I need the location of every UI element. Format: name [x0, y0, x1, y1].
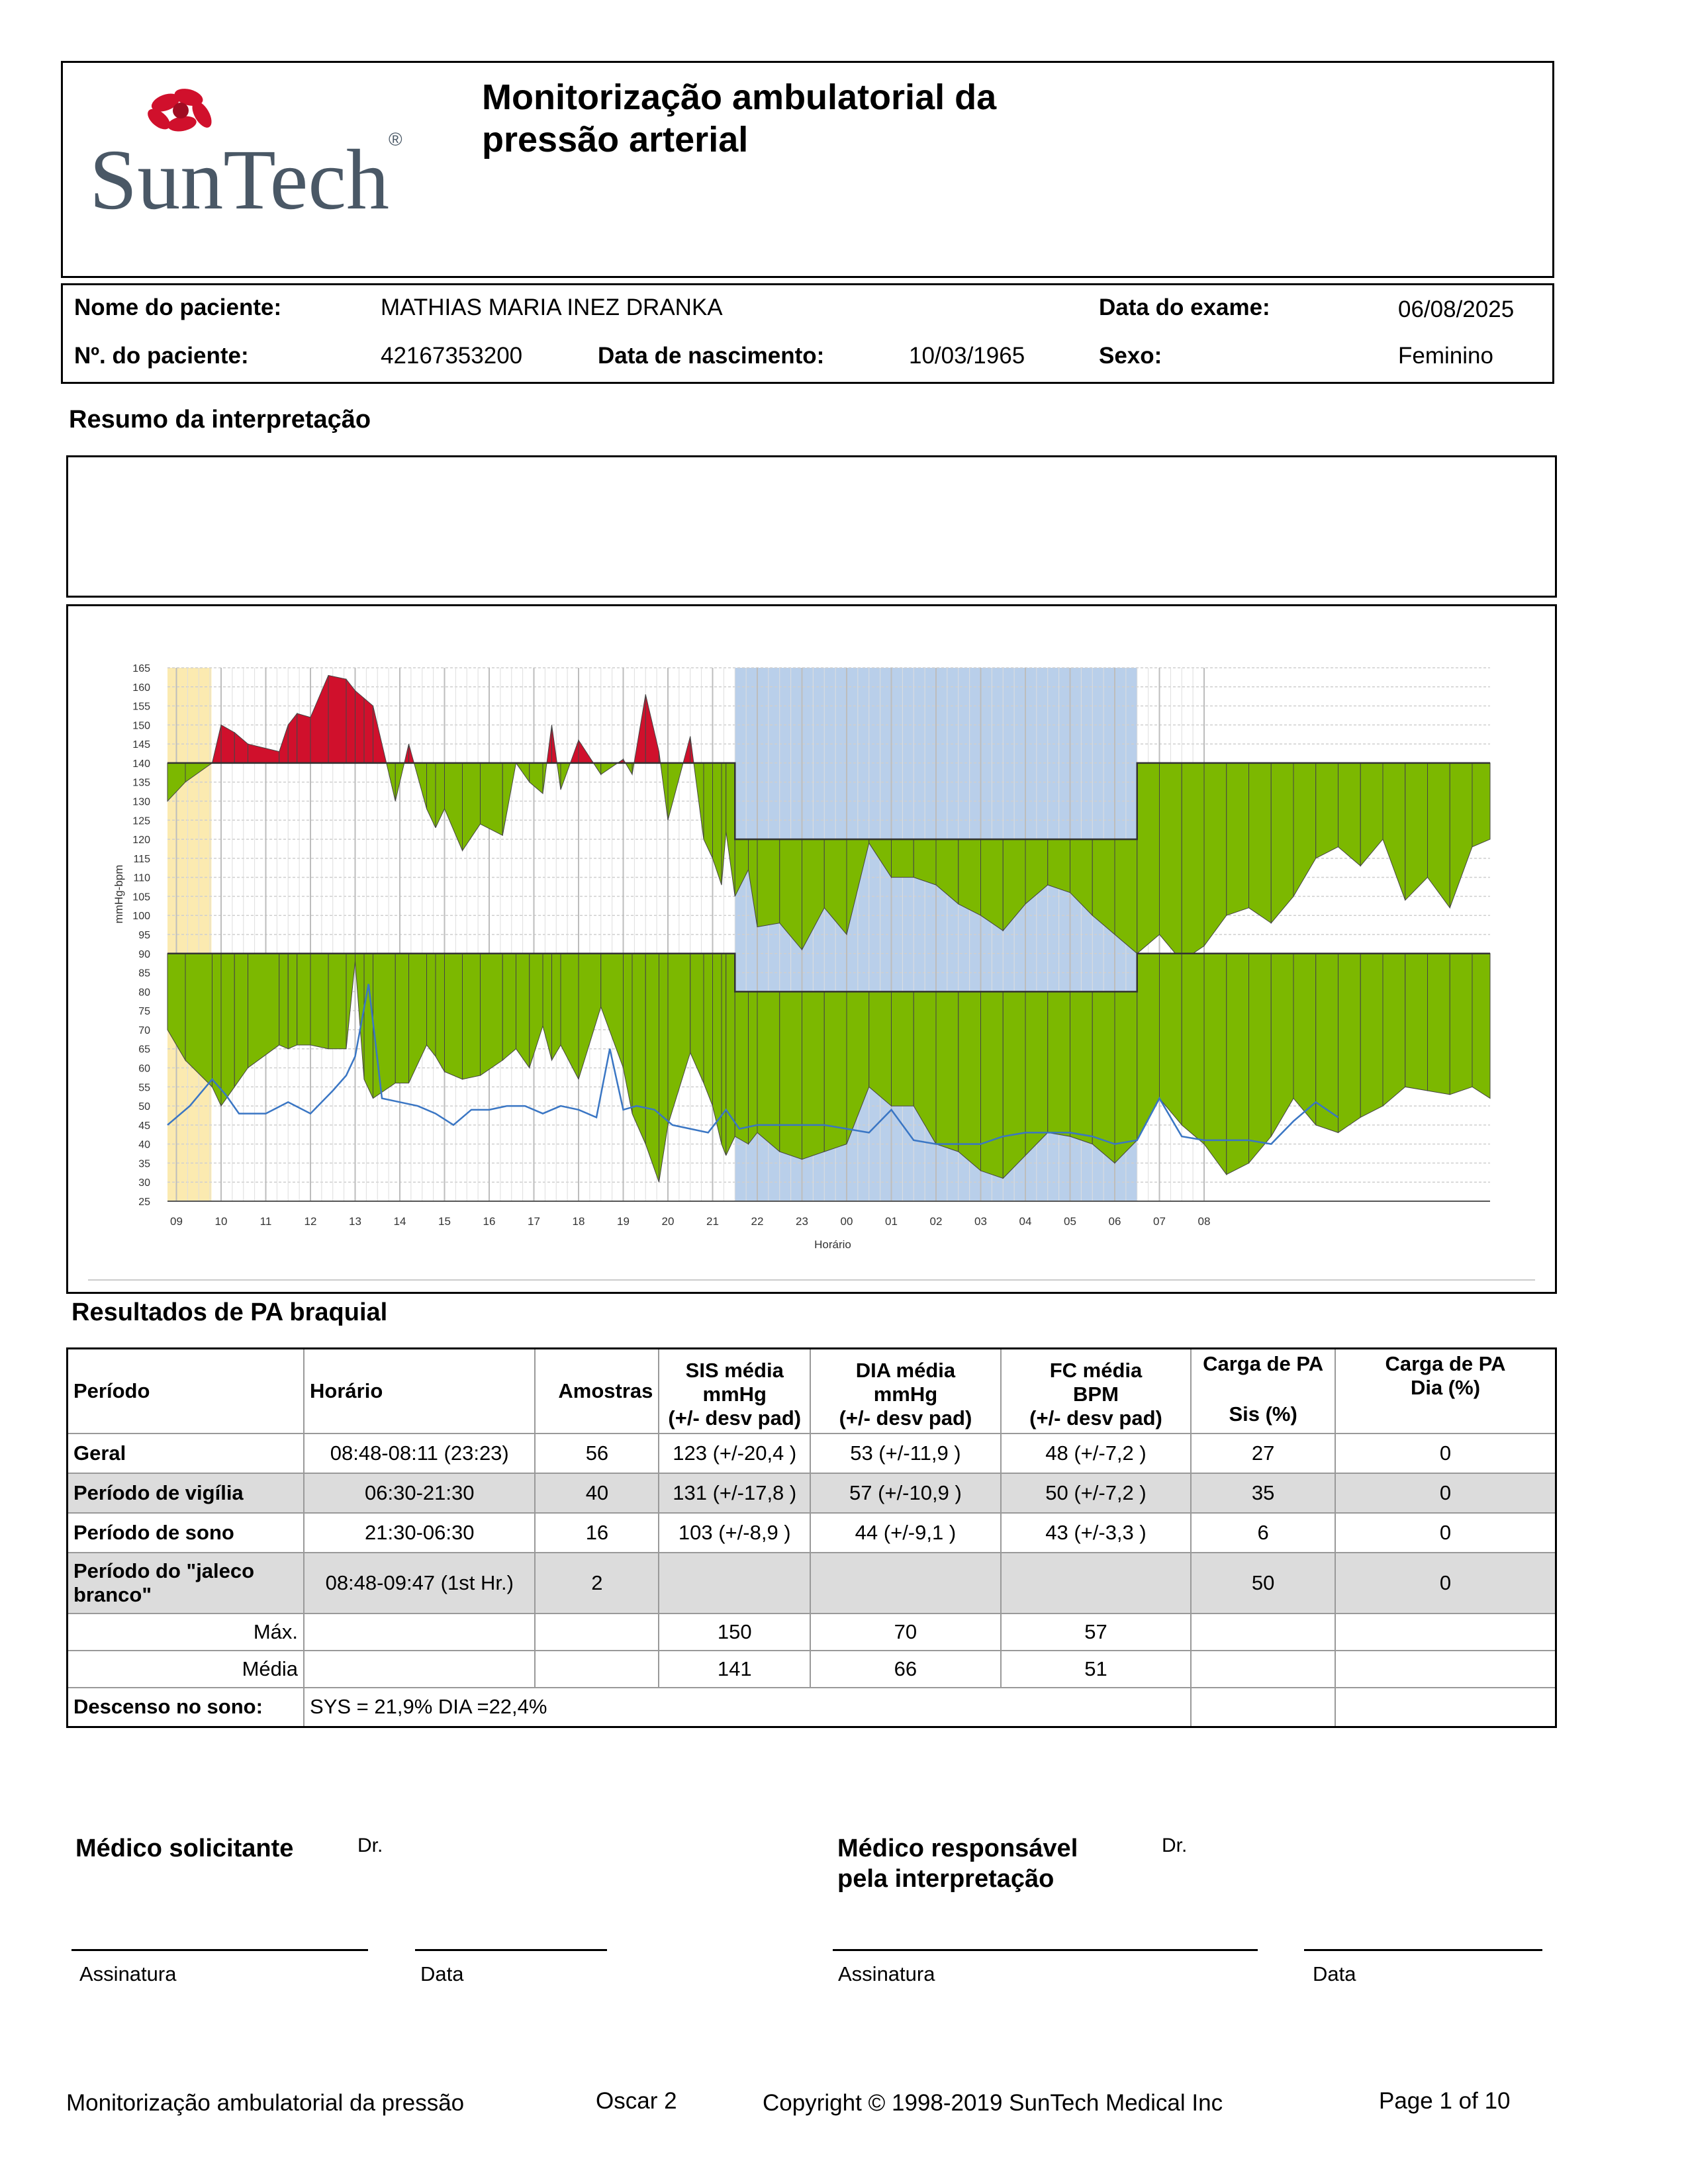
patient-name-value: MATHIAS MARIA INEZ DRANKA [381, 295, 723, 320]
col-period: Período [68, 1349, 305, 1433]
y-tick-label: 70 [138, 1024, 150, 1036]
requesting-physician-label: Médico solicitante [75, 1835, 294, 1862]
x-tick-label: 15 [438, 1215, 451, 1228]
y-tick-label: 100 [132, 911, 150, 923]
y-tick-label: 155 [132, 701, 150, 713]
x-tick-label: 10 [214, 1215, 228, 1228]
y-tick-label: 165 [132, 663, 150, 674]
logo-flower-icon [144, 86, 216, 134]
area-below-limit [1428, 763, 1450, 908]
area-below-limit [981, 991, 1004, 1178]
area-below-limit [713, 954, 722, 1144]
y-tick-label: 105 [132, 891, 150, 903]
row-sis [659, 1553, 810, 1614]
x-tick-label: 13 [349, 1215, 361, 1228]
area-below-limit [1137, 763, 1160, 954]
x-tick-label: 11 [259, 1215, 272, 1228]
chart-y-ticks [132, 663, 150, 1208]
area-below-limit [1227, 954, 1249, 1175]
y-tick-label: 30 [138, 1177, 150, 1189]
area-above-limit [404, 744, 409, 763]
y-tick-label: 90 [138, 948, 150, 960]
x-tick-label: 22 [751, 1215, 764, 1228]
area-below-limit [1338, 763, 1361, 866]
date-caption: Data [1313, 1962, 1356, 1985]
row-sis: 103 (+/-8,9 ) [659, 1513, 810, 1553]
signature-line-responsible [833, 1949, 1258, 1951]
area-below-limit [1115, 839, 1137, 954]
area-below-limit [594, 763, 601, 774]
table-row-dip [68, 1688, 1556, 1727]
bp-chart [68, 606, 1555, 1292]
row-period: Período de sono [68, 1513, 305, 1553]
results-table [66, 1347, 1557, 1728]
date-line-responsible [1304, 1949, 1542, 1951]
area-below-limit [1293, 763, 1316, 897]
area-below-limit [632, 763, 634, 774]
row-dia: 53 (+/-11,9 ) [810, 1433, 1001, 1473]
y-tick-label: 145 [132, 739, 150, 751]
area-below-limit [704, 954, 713, 1106]
x-tick-label: 16 [483, 1215, 496, 1228]
y-tick-label: 45 [138, 1120, 150, 1132]
y-tick-label: 125 [132, 815, 150, 827]
area-below-limit [1383, 954, 1405, 1106]
area-below-limit [427, 954, 436, 1056]
row-time: 21:30-06:30 [304, 1513, 535, 1553]
x-tick-label: 20 [661, 1215, 675, 1228]
y-tick-label: 55 [138, 1082, 150, 1094]
date-caption: Data [420, 1962, 464, 1985]
area-below-limit [1472, 763, 1490, 847]
row-sis: 131 (+/-17,8 ) [659, 1473, 810, 1513]
area-below-limit [445, 763, 463, 850]
col-load-dia: Carga de PA Dia (%) [1335, 1349, 1556, 1433]
max-label: Máx. [68, 1614, 305, 1651]
row-fc: 50 (+/-7,2 ) [1001, 1473, 1192, 1513]
row-load-dia: 0 [1335, 1513, 1556, 1553]
row-fc [1001, 1553, 1192, 1614]
area-above-limit [659, 752, 661, 763]
area-below-limit [409, 954, 427, 1083]
avg-fc: 51 [1001, 1651, 1192, 1688]
patient-name-label: Nome do paciente: [74, 295, 282, 320]
area-below-limit [414, 763, 426, 809]
area-below-limit [502, 954, 516, 1060]
suntech-logo-graphic [89, 83, 414, 215]
area-below-limit [645, 954, 659, 1182]
area-below-limit [757, 991, 780, 1152]
date-line-requesting [415, 1949, 607, 1951]
area-below-limit [1115, 991, 1137, 1163]
area-below-limit [1137, 954, 1160, 1140]
area-below-limit [632, 954, 645, 1144]
area-below-limit [530, 763, 543, 794]
area-below-limit [1428, 954, 1450, 1095]
row-samples: 2 [535, 1553, 659, 1614]
patient-id-label: Nº. do paciente: [74, 343, 249, 369]
area-above-limit [328, 676, 346, 763]
y-tick-label: 25 [138, 1197, 150, 1208]
area-above-limit [234, 733, 248, 763]
dip-label: Descenso no sono: [68, 1688, 305, 1727]
row-time: 08:48-09:47 (1st Hr.) [304, 1553, 535, 1614]
col-dia: DIA média mmHg (+/- desv pad) [810, 1349, 1001, 1433]
area-below-limit [364, 954, 373, 1099]
signature-caption: Assinatura [79, 1962, 177, 1985]
chart-box [66, 604, 1557, 1294]
max-dia: 70 [810, 1614, 1001, 1651]
table-row [68, 1433, 1556, 1473]
y-tick-label: 130 [132, 796, 150, 808]
row-time: 06:30-21:30 [304, 1473, 535, 1513]
area-below-limit [722, 954, 726, 1156]
area-below-limit [561, 763, 571, 790]
area-below-limit [1405, 763, 1428, 900]
row-load-sis: 27 [1191, 1433, 1335, 1473]
row-period: Geral [68, 1433, 305, 1473]
dob-label: Data de nascimento: [598, 343, 825, 369]
area-below-limit [726, 954, 735, 1156]
area-below-limit [373, 954, 396, 1099]
row-dia [810, 1553, 1001, 1614]
area-below-limit [1160, 763, 1182, 961]
area-below-limit [690, 954, 704, 1083]
area-above-limit [310, 676, 328, 763]
table-row [68, 1473, 1556, 1513]
signature-caption: Assinatura [838, 1962, 935, 1985]
footer-title: Monitorização ambulatorial da pressão [66, 2090, 465, 2116]
area-below-limit [328, 954, 346, 1049]
area-below-limit [1249, 763, 1272, 923]
area-above-limit [212, 725, 222, 763]
y-tick-label: 80 [138, 987, 150, 999]
area-below-limit [463, 954, 481, 1079]
row-samples: 56 [535, 1433, 659, 1473]
area-below-limit [1227, 763, 1249, 915]
area-below-limit [661, 763, 668, 820]
area-below-limit [445, 954, 463, 1079]
col-samples: Amostras [535, 1349, 659, 1433]
area-below-limit [1316, 954, 1338, 1133]
area-below-limit [212, 954, 222, 1106]
area-below-limit [1271, 954, 1293, 1136]
area-below-limit [1271, 763, 1293, 923]
area-above-limit [364, 698, 373, 763]
area-above-limit [248, 744, 279, 763]
area-below-limit [780, 991, 802, 1159]
area-above-limit [346, 679, 355, 763]
area-below-limit [1450, 954, 1472, 1095]
y-tick-label: 40 [138, 1139, 150, 1151]
area-below-limit [1293, 954, 1316, 1125]
area-below-limit [1360, 763, 1383, 866]
footer-page-number: Page 1 of 10 [1379, 2088, 1511, 2114]
area-below-limit [981, 839, 1004, 931]
chart-x-axis-label: Horário [814, 1238, 851, 1251]
area-below-limit [248, 954, 279, 1068]
signature-line-requesting [71, 1949, 368, 1951]
area-below-limit [704, 763, 713, 858]
area-below-limit [1383, 763, 1405, 900]
col-load-sis: Carga de PA Sis (%) [1191, 1349, 1335, 1433]
sex-label: Sexo: [1099, 343, 1162, 369]
area-below-limit [1338, 954, 1361, 1133]
table-row [68, 1513, 1556, 1553]
table-row-max [68, 1614, 1556, 1651]
area-above-limit [409, 744, 414, 763]
area-below-limit [516, 954, 530, 1068]
row-samples: 16 [535, 1513, 659, 1553]
row-load-sis: 50 [1191, 1553, 1335, 1614]
y-tick-label: 140 [132, 758, 150, 770]
area-above-limit [373, 706, 387, 763]
area-below-limit [694, 763, 704, 839]
dip-value: SYS = 21,9% DIA =22,4% [304, 1688, 1191, 1727]
area-below-limit [234, 954, 248, 1087]
summary-box [66, 455, 1557, 598]
area-below-limit [1182, 763, 1204, 961]
results-heading: Resultados de PA braquial [71, 1298, 388, 1326]
y-tick-label: 50 [138, 1101, 150, 1113]
x-tick-label: 14 [393, 1215, 406, 1228]
x-tick-label: 17 [528, 1215, 540, 1228]
x-tick-label: 01 [885, 1215, 898, 1228]
row-time: 08:48-08:11 (23:23) [304, 1433, 535, 1473]
area-below-limit [1316, 763, 1338, 858]
table-row-avg [68, 1651, 1556, 1688]
area-above-limit [288, 713, 297, 763]
area-below-limit [543, 954, 552, 1060]
area-below-limit [1048, 991, 1070, 1136]
area-below-limit [1405, 954, 1428, 1091]
x-tick-label: 23 [796, 1215, 808, 1228]
area-below-limit [310, 954, 328, 1049]
area-below-limit [1450, 763, 1472, 908]
row-load-dia: 0 [1335, 1473, 1556, 1513]
title-line-1: Monitorização ambulatorial da [482, 77, 997, 117]
area-below-limit [936, 991, 959, 1152]
y-tick-label: 85 [138, 968, 150, 979]
area-below-limit [1360, 954, 1383, 1118]
x-tick-label: 06 [1108, 1215, 1121, 1228]
area-below-limit [757, 839, 780, 927]
title-line-2: pressão arterial [482, 120, 749, 159]
dob-value: 10/03/1965 [909, 343, 1025, 369]
x-tick-label: 04 [1019, 1215, 1032, 1228]
col-sis: SIS média mmHg (+/- desv pad) [659, 1349, 810, 1433]
row-load-sis: 6 [1191, 1513, 1335, 1553]
area-below-limit [749, 991, 758, 1144]
x-tick-label: 19 [617, 1215, 630, 1228]
area-below-limit [288, 954, 297, 1049]
patient-id-value: 42167353200 [381, 343, 523, 369]
area-below-limit [427, 763, 436, 828]
y-tick-label: 65 [138, 1044, 150, 1056]
area-below-limit [914, 839, 936, 885]
area-below-limit [668, 763, 683, 820]
x-tick-label: 05 [1064, 1215, 1076, 1228]
area-below-limit [892, 991, 914, 1106]
area-below-limit [735, 991, 748, 1144]
area-below-limit [1182, 954, 1204, 1144]
table-row [68, 1553, 1556, 1614]
area-above-limit [297, 713, 310, 763]
y-tick-label: 35 [138, 1158, 150, 1170]
row-dia: 57 (+/-10,9 ) [810, 1473, 1001, 1513]
area-above-limit [683, 737, 690, 763]
area-below-limit [959, 839, 981, 915]
footer-copyright: Copyright © 1998-2019 SunTech Medical Inc [763, 2090, 1223, 2116]
y-tick-label: 160 [132, 682, 150, 694]
chart-x-ticks [170, 1215, 1210, 1228]
area-below-limit [1003, 991, 1025, 1178]
area-below-limit [1048, 839, 1070, 893]
y-tick-label: 110 [133, 872, 150, 884]
exam-date-value: 06/08/2025 [1398, 296, 1515, 322]
row-fc: 48 (+/-7,2 ) [1001, 1433, 1192, 1473]
area-below-limit [624, 954, 633, 1114]
x-tick-label: 09 [170, 1215, 183, 1228]
y-tick-label: 135 [132, 777, 150, 789]
area-below-limit [297, 954, 310, 1045]
row-load-sis: 35 [1191, 1473, 1335, 1513]
max-sis: 150 [659, 1614, 810, 1651]
row-load-dia: 0 [1335, 1553, 1556, 1614]
y-tick-label: 60 [138, 1063, 150, 1075]
summary-heading: Resumo da interpretação [69, 406, 371, 433]
area-below-limit [1025, 991, 1048, 1156]
logo-registered-mark: ® [389, 129, 402, 150]
area-below-limit [1070, 991, 1093, 1144]
area-below-limit [1204, 763, 1227, 946]
x-tick-label: 12 [304, 1215, 317, 1228]
suntech-logo [89, 83, 414, 215]
col-fc: FC média BPM (+/- desv pad) [1001, 1349, 1192, 1433]
exam-date-label: Data do exame: [1099, 295, 1270, 320]
avg-label: Média [68, 1651, 305, 1688]
area-below-limit [530, 954, 543, 1068]
area-below-limit [552, 954, 561, 1060]
area-below-limit [436, 763, 445, 828]
x-tick-label: 07 [1153, 1215, 1166, 1228]
row-fc: 43 (+/-3,3 ) [1001, 1513, 1192, 1553]
y-tick-label: 120 [132, 835, 150, 846]
y-tick-label: 150 [132, 720, 150, 732]
area-below-limit [713, 763, 722, 885]
area-above-limit [690, 737, 694, 763]
area-below-limit [1472, 954, 1490, 1099]
area-below-limit [892, 839, 914, 878]
row-load-dia: 0 [1335, 1433, 1556, 1473]
col-time: Horário [304, 1349, 535, 1433]
area-above-limit [355, 691, 365, 763]
x-tick-label: 08 [1197, 1215, 1211, 1228]
row-dia: 44 (+/-9,1 ) [810, 1513, 1001, 1553]
area-below-limit [802, 991, 825, 1159]
responsible-physician-dr: Dr. [1162, 1835, 1188, 1856]
area-below-limit [1204, 954, 1227, 1175]
area-below-limit [1160, 954, 1182, 1125]
y-tick-label: 75 [138, 1006, 150, 1018]
row-period: Período de vigília [68, 1473, 305, 1513]
area-below-limit [626, 763, 632, 774]
area-below-limit [502, 763, 516, 835]
chart-y-axis-label: mmHg-bpm [113, 864, 125, 924]
area-above-limit [634, 694, 645, 763]
area-below-limit [346, 954, 355, 1049]
y-tick-label: 115 [133, 853, 150, 865]
area-below-limit [561, 954, 579, 1079]
max-fc: 57 [1001, 1614, 1192, 1651]
area-below-limit [1249, 954, 1272, 1163]
avg-dia: 66 [810, 1651, 1001, 1688]
document-title [482, 76, 1276, 161]
area-below-limit [221, 954, 234, 1106]
row-samples: 40 [535, 1473, 659, 1513]
area-below-limit [279, 954, 289, 1049]
area-below-limit [659, 954, 669, 1182]
area-below-limit [726, 763, 735, 897]
area-below-limit [601, 763, 618, 774]
area-below-limit [463, 763, 481, 850]
area-below-limit [481, 954, 503, 1075]
x-tick-label: 18 [572, 1215, 585, 1228]
x-tick-label: 00 [840, 1215, 853, 1228]
results-header-row [68, 1349, 1556, 1433]
area-below-limit [481, 763, 503, 835]
y-tick-label: 95 [138, 930, 150, 941]
sex-value: Feminino [1398, 343, 1493, 369]
x-tick-label: 02 [929, 1215, 943, 1228]
responsible-physician-label: Médico responsável pela interpretação [837, 1835, 1078, 1893]
footer-device: Oscar 2 [596, 2088, 677, 2114]
area-below-limit [395, 954, 408, 1083]
area-below-limit [436, 954, 445, 1071]
area-below-limit [557, 763, 561, 790]
x-tick-label: 03 [974, 1215, 987, 1228]
row-sis: 123 (+/-20,4 ) [659, 1433, 810, 1473]
area-below-limit [869, 991, 892, 1106]
requesting-physician-dr: Dr. [357, 1835, 383, 1856]
avg-sis: 141 [659, 1651, 810, 1688]
row-period: Período do "jaleco branco" [68, 1553, 305, 1614]
x-tick-label: 21 [706, 1215, 719, 1228]
logo-wordmark: SunTech [89, 132, 390, 215]
